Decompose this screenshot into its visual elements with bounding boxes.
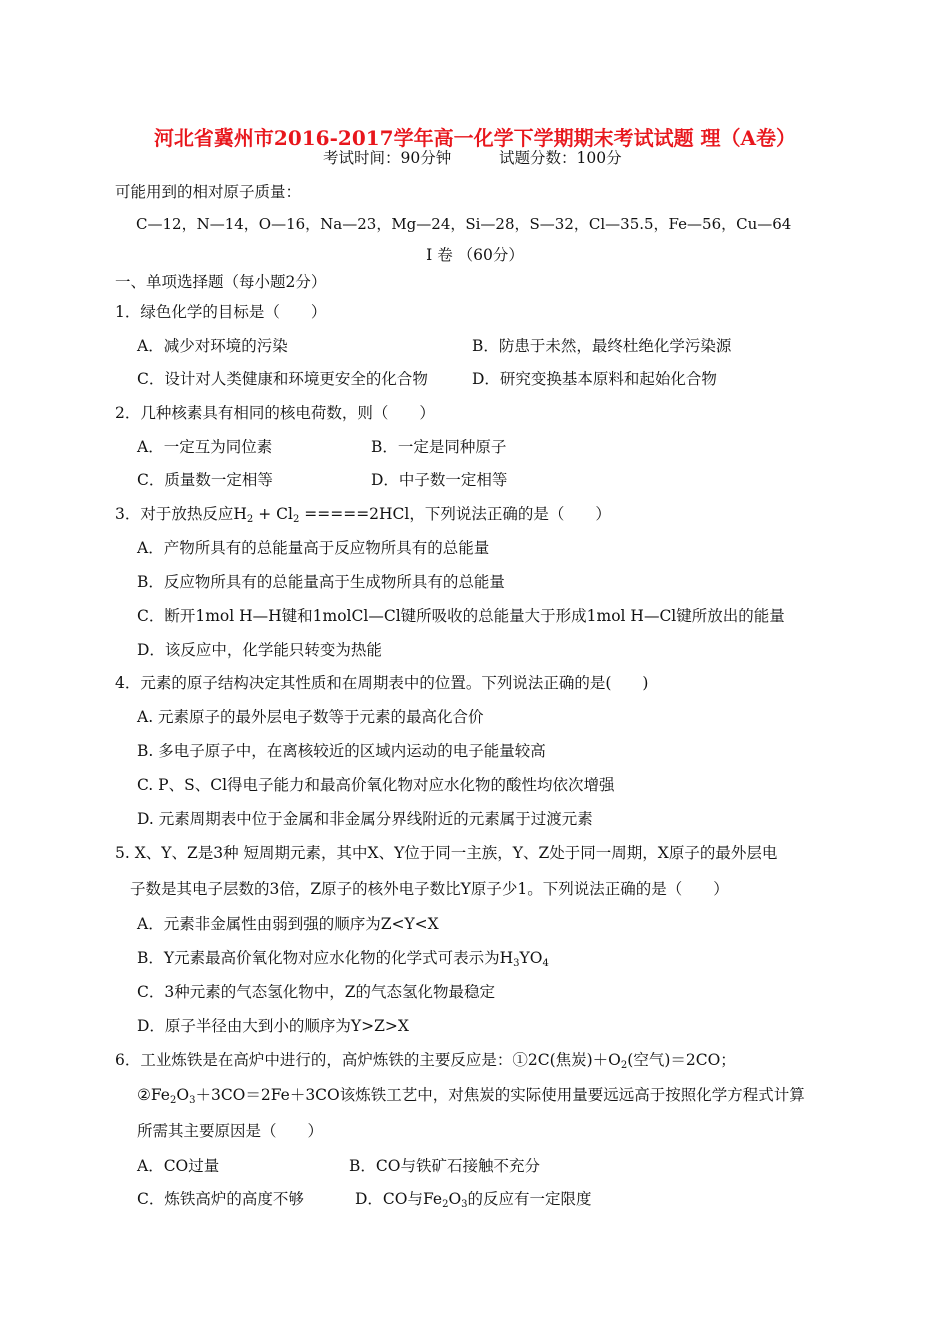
q1-option-c: C．设计对人类健康和环境更安全的化合物 [137,370,428,388]
q5-option-a: A．元素非金属性由弱到强的顺序为Z<Y<X [137,915,439,933]
q4-option-a: A. 元素原子的最外层电子数等于元素的最高化合价 [137,708,484,726]
q3-option-d: D．该反应中，化学能只转变为热能 [137,641,382,659]
q1-stem: 1．绿色化学的目标是（ ） [115,303,327,321]
q6-stem-line2: $②Fe_2O_3+3CO=2Fe+3CO$该炼铁工艺中，对焦炭的实际使用量要远远高于按照化学方程式计算 [137,1086,805,1106]
part1-title: I 卷 （60分） [426,246,524,264]
q1-option-a: A．减少对环境的污染 [137,337,288,355]
q6-option-d: D．CO与$Fe_2O_3$的反应有一定限度 [355,1190,592,1210]
q3-option-b: B．反应物所具有的总能量高于生成物所具有的总能量 [137,573,505,591]
exam-score: 试题分数：100分 [499,149,622,167]
q4-option-d: D. 元素周期表中位于金属和非金属分界线附近的元素属于过渡元素 [137,810,593,828]
q4-option-b: B. 多电子原子中，在离核较近的区域内运动的电子能量较高 [137,742,546,760]
q2-option-c: C．质量数一定相等 [137,471,273,489]
section-heading: 一、单项选择题（每小题2分） [115,273,327,291]
q6-option-b: B．CO与铁矿石接触不充分 [349,1157,540,1175]
q6-stem-line1: 6．工业炼铁是在高炉中进行的，高炉炼铁的主要反应是：①2C(焦炭)$+O_2$(空气)＝2CO； [115,1051,736,1071]
q2-stem: 2．几种核素具有相同的核电荷数，则（ ） [115,404,435,422]
atomic-mass-label: 可能用到的相对原子质量： [115,183,302,201]
q5-stem-line2: 子数是其电子层数的3倍，Z原子的核外电子数比Y原子少1。下列说法正确的是（ ） [130,880,729,898]
q5-option-b: B．Y元素最高价氧化物对应水化物的化学式可表示为$H_3YO_4$ [137,949,549,969]
q6-option-c: C．炼铁高炉的高度不够 [137,1190,304,1208]
q5-option-d: D．原子半径由大到小的顺序为Y>Z>X [137,1017,409,1035]
exam-title: 河北省冀州市2016-2017学年高一化学下学期期末考试试题 理（A卷） [153,126,797,150]
atomic-mass-values: C—12，N—14，O—16，Na—23，Mg—24，Si—28，S—32，Cl—35.5，Fe—56，Cu—64 [136,215,792,233]
q5-stem-line1: 5. X、Y、Z是3种 短周期元素，其中X、Y位于同一主族，Y、Z处于同一周期，X原子的最外层电 [115,844,778,862]
q4-stem: 4．元素的原子结构决定其性质和在周期表中的位置。下列说法正确的是( ) [115,674,649,692]
q2-option-b: B．一定是同种原子 [371,438,507,456]
q2-option-a: A．一定互为同位素 [137,438,273,456]
q3-option-a: A．产物所具有的总能量高于反应物所具有的总能量 [137,539,490,557]
exam-time: 考试时间：90分钟 [323,149,452,167]
q6-stem-line3: 所需其主要原因是（ ） [137,1122,324,1140]
q2-option-d: D．中子数一定相等 [371,471,508,489]
q3-option-c: C．断开1mol H—H键和1molCl—Cl键所吸收的总能量大于形成1mol H—Cl键所放出的能量 [137,607,785,625]
q1-option-d: D．研究变换基本原料和起始化合物 [472,370,717,388]
q6-option-a: A．CO过量 [137,1157,220,1175]
q1-option-b: B．防患于未然，最终杜绝化学污染源 [472,337,732,355]
q4-option-c: C. P、S、Cl得电子能力和最高价氧化物对应水化物的酸性均依次增强 [137,776,615,794]
q5-option-c: C．3种元素的气态氢化物中，Z的气态氢化物最稳定 [137,983,495,1001]
q3-stem: 3．对于放热反应$H_2 + Cl_2 =====2HCl$，下列说法正确的是（ ） [115,505,611,525]
